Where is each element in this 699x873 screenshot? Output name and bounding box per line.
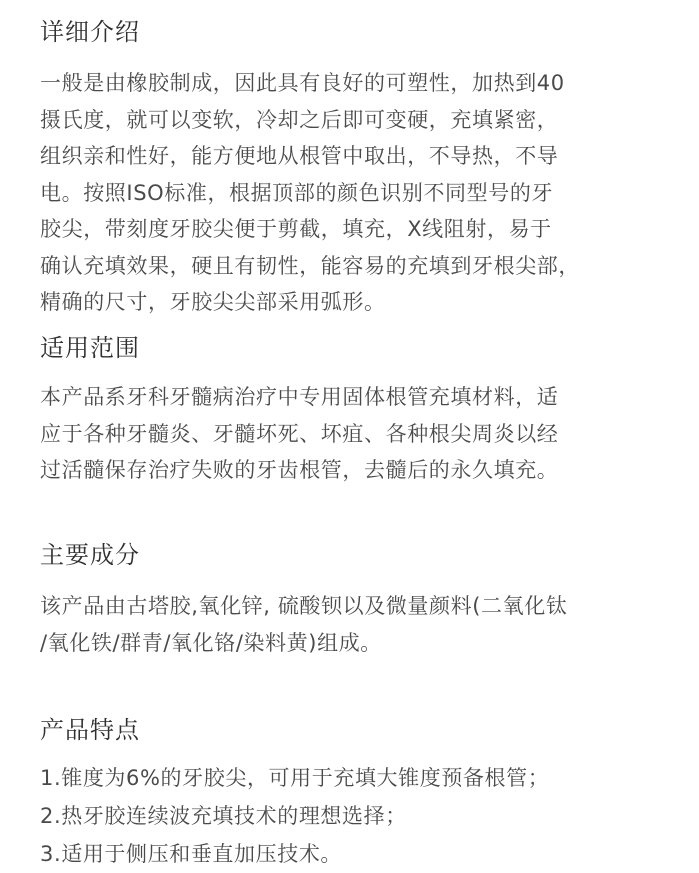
scope-heading: 适用范围: [40, 334, 140, 362]
features-heading: 产品特点: [40, 716, 140, 744]
ingredients-heading: 主要成分: [40, 541, 140, 569]
ingredients-paragraph: [40, 588, 690, 661]
features-list: [40, 759, 690, 873]
details-line: 胶尖，带刻度牙胶尖便于剪截，填充，X线阻射，易于: [40, 217, 552, 241]
scope-section: [40, 333, 690, 489]
details-paragraph: [40, 65, 690, 321]
feature-item: 2.热牙胶连续波充填技术的理想选择；: [40, 804, 407, 828]
scope-line: 本产品系牙科牙髓病治疗中专用固体根管充填材料，适: [40, 385, 559, 409]
scope-line: 应于各种牙髓炎、牙髓坏死、坏疽、各种根尖周炎以经: [40, 421, 559, 446]
feature-item: 1.锥度为6%的牙胶尖，可用于充填大锥度预备根管；: [40, 766, 550, 790]
details-line: 电。按照ISO标准，根据顶部的颜色识别不同型号的牙: [40, 180, 554, 205]
details-line: 确认充填效果，硬且有韧性，能容易的充填到牙根尖部，: [40, 253, 580, 278]
details-section: [40, 17, 690, 321]
scope-line: 过活髓保存治疗失败的牙齿根管，去髓后的永久填充。: [40, 458, 559, 482]
ingredients-line: /氧化铁/群青/氧化铬/染料黄)组成。: [40, 630, 382, 655]
feature-item: 3.适用于侧压和垂直加压技术。: [40, 842, 343, 866]
details-line: 一般是由橡胶制成，因此具有良好的可塑性，加热到40: [40, 71, 565, 95]
details-line: 组织亲和性好，能方便地从根管中取出，不导热，不导: [40, 144, 559, 168]
features-section: [40, 715, 690, 873]
details-line: 精确的尺寸，牙胶尖尖部采用弧形。: [40, 290, 386, 314]
details-heading: 详细介绍: [40, 18, 140, 46]
ingredients-section: [40, 540, 690, 661]
details-line: 摄氏度，就可以变软，冷却之后即可变硬，充填紧密，: [40, 107, 559, 132]
scope-paragraph: [40, 379, 690, 489]
ingredients-line: 该产品由古塔胶,氧化锌, 硫酸钡以及微量颜料(二氧化钛: [40, 594, 568, 618]
